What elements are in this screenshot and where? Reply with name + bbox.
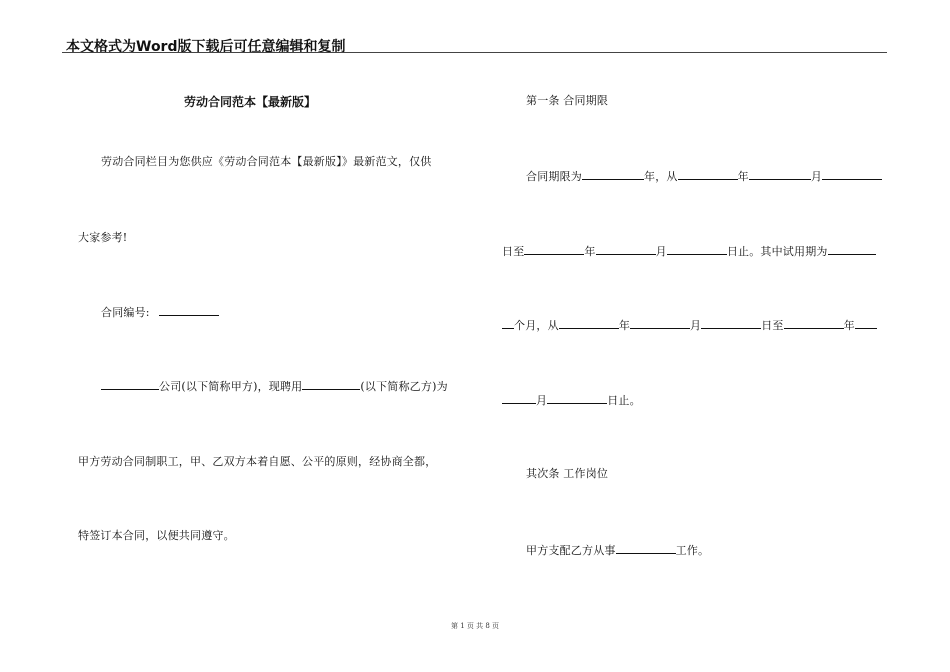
employee-blank (302, 379, 360, 390)
party-text-a: 公司(以下简称甲方)，现聘用 (159, 380, 303, 393)
contract-number-blank (159, 305, 219, 316)
term-blank (828, 244, 876, 255)
page-footer: 第 1 页 共 8 页 (450, 622, 500, 630)
post-line (526, 543, 709, 558)
term-text: 月 (536, 394, 548, 407)
term-text: 年，从 (644, 170, 678, 183)
party-line-1 (101, 379, 448, 394)
term-blank (749, 169, 811, 180)
term-blank (547, 393, 607, 404)
term-blank (630, 318, 690, 329)
party-line-3: 特签订本合同，以便共同遵守。 (78, 529, 235, 542)
term-text: 个月，从 (514, 319, 559, 332)
post-text: 工作。 (675, 544, 710, 557)
term-blank (502, 393, 536, 404)
term-blank (855, 318, 877, 329)
header-divider (62, 52, 887, 53)
term-text: 日止。其中试用期为 (726, 245, 828, 258)
intro-line-2: 大家参考! (78, 231, 128, 244)
article-1-title: 第一条 合同期限 (526, 94, 609, 107)
term-text: 月 (690, 319, 702, 332)
term-blank (582, 169, 644, 180)
term-text: 年 (618, 319, 631, 332)
term-text: 日止。 (607, 394, 641, 407)
term-blank (822, 169, 882, 180)
article-2-title: 其次条 工作岗位 (526, 467, 609, 480)
term-text: 月 (655, 245, 667, 258)
term-line-1 (526, 169, 882, 184)
term-blank (559, 318, 619, 329)
document-title: 劳动合同范本【最新版】 (184, 95, 317, 109)
term-blank (502, 318, 514, 329)
term-blank (784, 318, 844, 329)
term-text: 月 (810, 170, 823, 183)
term-blank (701, 318, 761, 329)
post-blank (616, 543, 676, 554)
term-blank (524, 244, 584, 255)
term-blank (678, 169, 738, 180)
term-text: 日至 (761, 319, 784, 332)
post-text: 甲方支配乙方从事 (526, 544, 616, 557)
term-blank (667, 244, 727, 255)
term-line-4 (502, 393, 641, 408)
term-line-3 (502, 318, 877, 333)
party-line-2: 甲方劳动合同制职工，甲、乙双方本着自愿、公平的原则，经协商全都， (78, 455, 437, 468)
contract-number-label: 合同编号: (101, 306, 150, 319)
term-line-2 (502, 244, 876, 259)
term-blank (596, 244, 656, 255)
company-blank (101, 379, 159, 390)
intro-line-1: 劳动合同栏目为您供应《劳动合同范本【最新版】》最新范文，仅供 (101, 155, 432, 168)
term-text: 合同期限为 (526, 170, 582, 183)
term-text: 年 (843, 319, 855, 332)
contract-number-row (101, 305, 219, 320)
party-text-b: (以下简称乙方)为 (360, 380, 448, 393)
term-text: 日至 (502, 245, 525, 258)
document-header-title: 本文格式为Word版下载后可任意编辑和复制 (66, 39, 346, 55)
term-text: 年 (584, 245, 596, 258)
term-text: 年 (737, 170, 749, 183)
